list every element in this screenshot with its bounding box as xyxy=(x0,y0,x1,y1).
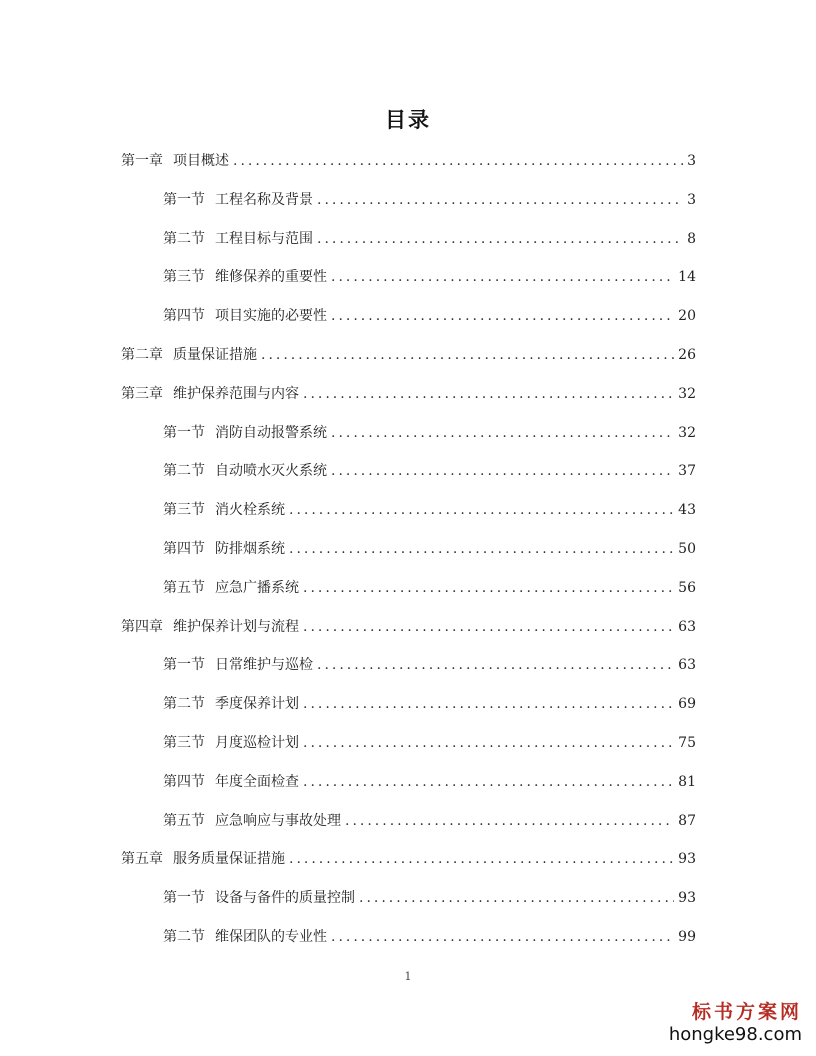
toc-section-entry[interactable] xyxy=(163,418,696,448)
toc-dot-leader xyxy=(331,456,674,486)
toc-entry-title: 防排烟系统 xyxy=(215,541,285,557)
toc-entry-title: 季度保养计划 xyxy=(215,696,299,713)
toc-dot-leader xyxy=(289,844,674,874)
toc-dot-leader xyxy=(289,534,674,564)
toc-entry-page: 14 xyxy=(678,269,696,286)
toc-entry-number: 第三章 xyxy=(121,385,163,402)
toc-dot-leader xyxy=(331,301,674,331)
toc-dot-leader xyxy=(303,689,674,719)
toc-section-entry[interactable] xyxy=(163,883,696,913)
toc-entry-title: 日常维护与巡检 xyxy=(215,657,313,674)
toc-section-entry[interactable] xyxy=(163,301,696,331)
toc-dot-leader xyxy=(317,650,674,680)
toc-section-entry[interactable] xyxy=(163,767,696,797)
toc-entry-title: 应急响应与事故处理 xyxy=(215,812,341,829)
toc-entry-number: 第四节 xyxy=(163,773,205,790)
toc-entry-page: 69 xyxy=(678,696,696,713)
watermark-url: hongke98.com xyxy=(668,1024,802,1045)
toc-entry-page: 99 xyxy=(678,929,696,945)
toc-entry-number: 第二节 xyxy=(163,929,205,945)
toc-section-entry[interactable] xyxy=(163,689,696,719)
toc-entry-title: 服务质量保证措施 xyxy=(173,851,285,868)
toc-dot-leader xyxy=(331,262,674,292)
toc-entry-page: 3 xyxy=(687,153,696,169)
toc-section-entry[interactable] xyxy=(163,224,696,254)
toc-entry-number: 第一节 xyxy=(163,191,205,208)
toc-entry-page: 93 xyxy=(678,890,696,907)
toc-entry-number: 第一节 xyxy=(163,657,205,674)
toc-entry-page: 81 xyxy=(678,773,696,790)
toc-entry-title: 项目实施的必要性 xyxy=(215,308,327,325)
toc-chapter-entry[interactable] xyxy=(121,612,696,642)
toc-entry-title: 年度全面检查 xyxy=(215,773,299,790)
toc-entry-page: 32 xyxy=(678,424,696,441)
toc-entry-page: 56 xyxy=(678,579,696,596)
toc-entry-number: 第五章 xyxy=(121,851,163,868)
watermark-name: 标书方案网 xyxy=(691,1001,802,1023)
toc-section-entry[interactable] xyxy=(163,262,696,292)
toc-entry-page: 8 xyxy=(687,230,696,247)
toc-entry-number: 第三节 xyxy=(163,269,205,286)
toc-dot-leader xyxy=(233,146,683,176)
toc-dot-leader xyxy=(317,185,683,215)
toc-entry-title: 应急广播系统 xyxy=(215,579,299,596)
toc-section-entry[interactable] xyxy=(163,534,696,564)
toc-entry-title: 设备与备件的质量控制 xyxy=(215,890,355,907)
toc-entry-number: 第四章 xyxy=(121,618,163,635)
toc-entry-number: 第四节 xyxy=(163,308,205,325)
toc-entry-number: 第二章 xyxy=(121,347,163,363)
toc-dot-leader xyxy=(359,883,674,913)
toc-entry-title: 工程名称及背景 xyxy=(215,191,313,208)
toc-entry-number: 第二节 xyxy=(163,463,205,480)
toc-section-entry[interactable] xyxy=(163,495,696,525)
toc-section-entry[interactable] xyxy=(163,573,696,603)
toc-entry-page: 3 xyxy=(687,191,696,208)
toc-section-entry[interactable] xyxy=(163,650,696,680)
toc-entry-page: 50 xyxy=(678,541,696,557)
toc-chapter-entry[interactable] xyxy=(121,146,696,176)
toc-entry-page: 37 xyxy=(678,463,696,480)
toc-entry-number: 第五节 xyxy=(163,579,205,596)
toc-chapter-entry[interactable] xyxy=(121,340,696,370)
toc-entry-number: 第三节 xyxy=(163,502,205,519)
toc-dot-leader xyxy=(303,612,674,642)
toc-dot-leader xyxy=(317,224,683,254)
toc-entry-title: 消火栓系统 xyxy=(215,502,285,519)
toc-dot-leader xyxy=(303,573,674,603)
toc-entry-page: 63 xyxy=(678,657,696,674)
toc-entry-number: 第一章 xyxy=(121,153,163,169)
toc-entry-title: 项目概述 xyxy=(173,153,229,169)
toc-entry-title: 维修保养的重要性 xyxy=(215,269,327,286)
toc-dot-leader xyxy=(289,495,674,525)
toc-section-entry[interactable] xyxy=(163,456,696,486)
toc-entry-title: 维护保养范围与内容 xyxy=(173,385,299,402)
toc-entry-number: 第二节 xyxy=(163,230,205,247)
toc-dot-leader xyxy=(303,728,674,758)
toc-section-entry[interactable] xyxy=(163,185,696,215)
toc-entry-title: 质量保证措施 xyxy=(173,347,257,363)
toc-entry-page: 87 xyxy=(678,812,696,829)
toc-entry-page: 43 xyxy=(678,502,696,519)
toc-dot-leader xyxy=(345,806,674,836)
toc-entry-title: 工程目标与范围 xyxy=(215,230,313,247)
toc-section-entry[interactable] xyxy=(163,922,696,952)
toc-entry-number: 第一节 xyxy=(163,424,205,441)
toc-entry-page: 32 xyxy=(678,385,696,402)
toc-entry-page: 93 xyxy=(678,851,696,868)
toc-entry-title: 自动喷水灭火系统 xyxy=(215,463,327,480)
toc-entry-title: 消防自动报警系统 xyxy=(215,424,327,441)
page-number: 1 xyxy=(404,970,412,983)
toc-title: 目录 xyxy=(385,107,431,132)
toc-entry-number: 第二节 xyxy=(163,696,205,713)
toc-entry-title: 月度巡检计划 xyxy=(215,735,299,751)
toc-entry-number: 第四节 xyxy=(163,541,205,557)
toc-dot-leader xyxy=(261,340,674,370)
toc-dot-leader xyxy=(331,922,674,952)
toc-chapter-entry[interactable] xyxy=(121,379,696,409)
toc-dot-leader xyxy=(303,767,674,797)
toc-entry-title: 维护保养计划与流程 xyxy=(173,618,299,635)
toc-section-entry[interactable] xyxy=(163,806,696,836)
toc-entry-number: 第三节 xyxy=(163,735,205,751)
toc-section-entry[interactable] xyxy=(163,728,696,758)
toc-entry-page: 63 xyxy=(678,618,696,635)
toc-chapter-entry[interactable] xyxy=(121,844,696,874)
toc-dot-leader xyxy=(331,418,674,448)
watermark xyxy=(662,1000,802,1046)
toc-dot-leader xyxy=(303,379,674,409)
toc-entry-page: 20 xyxy=(678,308,696,325)
toc-entry-number: 第一节 xyxy=(163,890,205,907)
toc-entry-number: 第五节 xyxy=(163,812,205,829)
toc-entry-page: 26 xyxy=(678,347,696,363)
toc-entry-page: 75 xyxy=(678,735,696,751)
toc-entry-title: 维保团队的专业性 xyxy=(215,929,327,945)
